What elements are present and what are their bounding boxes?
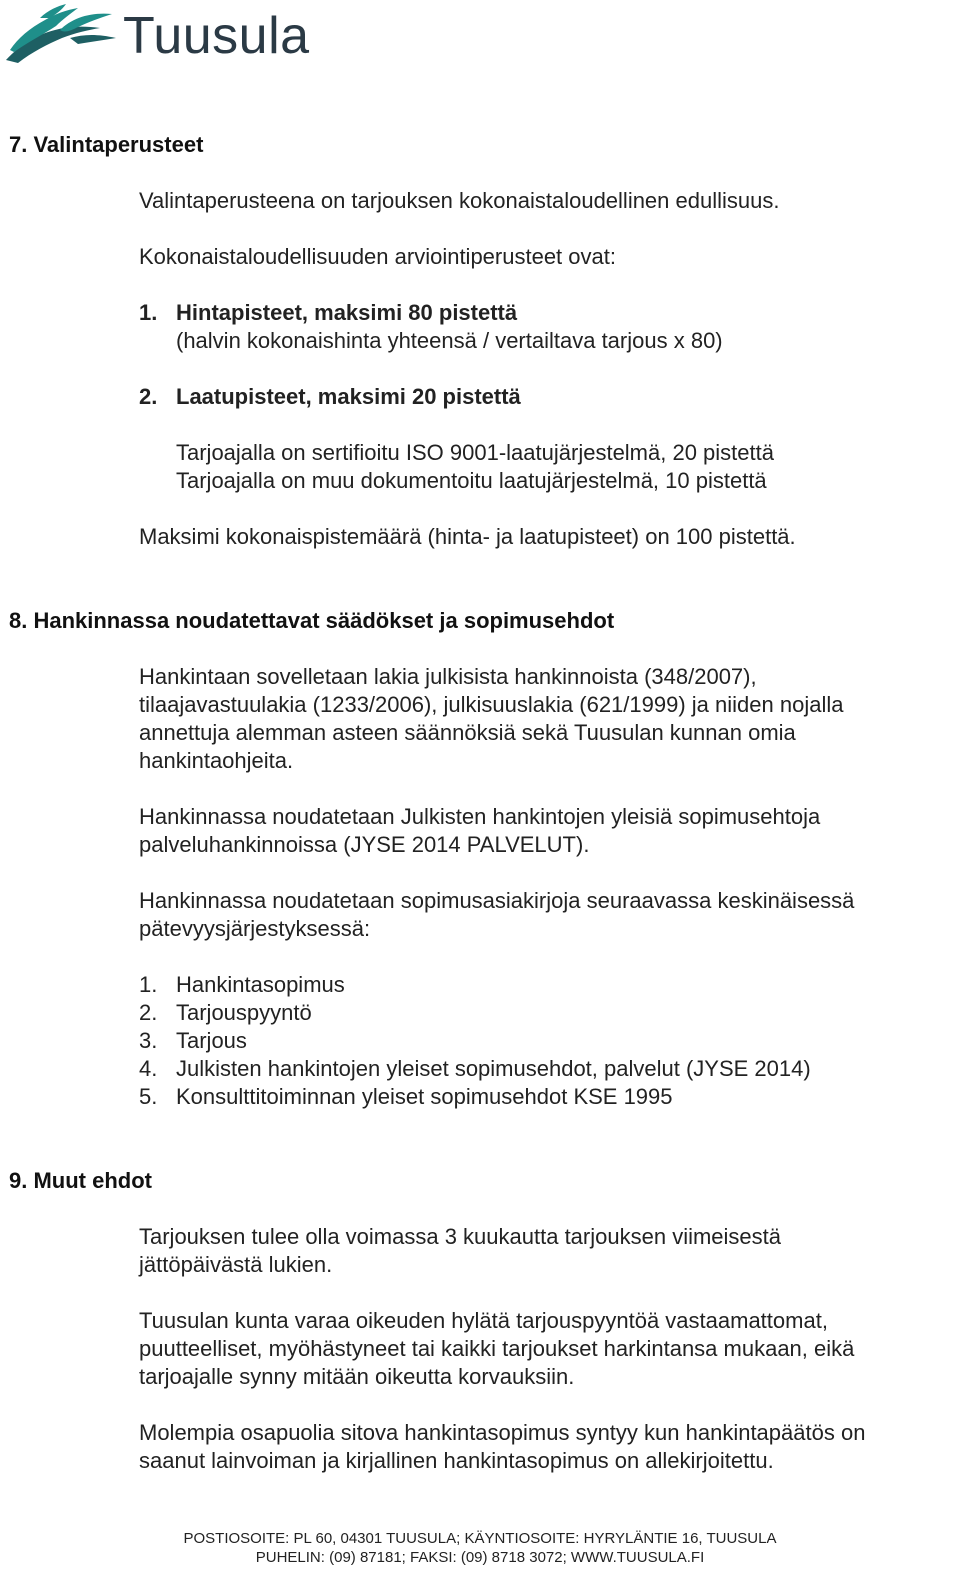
section-9-p1-line: Tarjouksen tulee olla voimassa 3 kuukautta tarjouksen viimeisestä (139, 1224, 781, 1249)
section-8-heading: 8. Hankinnassa noudatettavat säädökset ja sopimusehdot (9, 608, 615, 633)
section-8-p1-line: annettuja alemman asteen säännöksiä sekä Tuusulan kunnan omia (139, 720, 796, 745)
section-8-p3-line: Hankinnassa noudatetaan sopimusasiakirjoja seuraavassa keskinäisessä (139, 888, 855, 913)
footer-contact: PUHELIN: (09) 87181; FAKSI: (09) 8718 3072; WWW.TUUSULA.FI (255, 1549, 705, 1566)
section-8-p2-line: Hankinnassa noudatetaan Julkisten hankintojen yleisiä sopimusehtoja (139, 804, 821, 829)
document-list-number: 3. (139, 1028, 158, 1053)
document-list-number: 5. (139, 1084, 158, 1109)
section-9-p2-line: tarjoajalle synny mitään oikeutta korvauksiin. (139, 1364, 575, 1389)
criteria-2-line-2: Tarjoajalla on muu dokumentoitu laatujärjestelmä, 10 pistettä (176, 468, 767, 493)
section-7-paragraph-1: Valintaperusteena on tarjouksen kokonaistaloudellinen edullisuus. (139, 188, 780, 213)
section-7-heading: 7. Valintaperusteet (9, 132, 204, 157)
section-8-p1-line: tilaajavastuulakia (1233/2006), julkisuuslakia (621/1999) ja niiden nojalla (139, 692, 844, 717)
section-8-p1-line: Hankintaan sovelletaan lakia julkisista hankinnoista (348/2007), (139, 664, 757, 689)
logo-wordmark: Tuusula (123, 7, 310, 65)
criteria-1-description: (halvin kokonaishinta yhteensä / vertailtava tarjous x 80) (176, 328, 723, 353)
document-list-item: Konsulttitoiminnan yleiset sopimusehdot KSE 1995 (176, 1084, 673, 1109)
document-list-item: Tarjouspyyntö (176, 1000, 312, 1025)
section-9-p3-line: Molempia osapuolia sitova hankintasopimus syntyy kun hankintapäätös on (139, 1420, 866, 1445)
section-8-p2-line: palveluhankinnoissa (JYSE 2014 PALVELUT). (139, 832, 590, 857)
criteria-1-title: Hintapisteet, maksimi 80 pistettä (176, 300, 518, 325)
document-list-number: 1. (139, 972, 158, 997)
document-list-number: 2. (139, 1000, 158, 1025)
section-7-paragraph-2: Kokonaistaloudellisuuden arviointiperusteet ovat: (139, 244, 616, 269)
document-list-item: Hankintasopimus (176, 972, 345, 997)
footer-address: POSTIOSOITE: PL 60, 04301 TUUSULA; KÄYNTIOSOITE: HYRYLÄNTIE 16, TUUSULA (183, 1530, 777, 1547)
section-9-p3-line: saanut lainvoiman ja kirjallinen hankintasopimus on allekirjoitettu. (139, 1448, 774, 1473)
section-8-p3-line: pätevyysjärjestyksessä: (139, 916, 371, 941)
section-8-p1-line: hankintaohjeita. (139, 748, 294, 773)
leaf-logo-icon (0, 0, 125, 72)
max-points-text: Maksimi kokonaispistemäärä (hinta- ja laatupisteet) on 100 pistettä. (139, 524, 796, 549)
document-list-item: Tarjous (176, 1028, 247, 1053)
section-9-p2-line: puutteelliset, myöhästyneet tai kaikki tarjoukset harkintansa mukaan, eikä (139, 1336, 855, 1361)
criteria-1-number: 1. (139, 300, 158, 325)
document-list-item: Julkisten hankintojen yleiset sopimusehdot, palvelut (JYSE 2014) (176, 1056, 811, 1081)
criteria-2-title: Laatupisteet, maksimi 20 pistettä (176, 384, 521, 409)
section-9-heading: 9. Muut ehdot (9, 1168, 152, 1193)
section-9-p1-line: jättöpäivästä lukien. (139, 1252, 333, 1277)
document-list-number: 4. (139, 1056, 158, 1081)
section-9-p2-line: Tuusulan kunta varaa oikeuden hylätä tarjouspyyntöä vastaamattomat, (139, 1308, 828, 1333)
criteria-2-line-1: Tarjoajalla on sertifioitu ISO 9001-laatujärjestelmä, 20 pistettä (176, 440, 774, 465)
tuusula-logo (0, 0, 320, 72)
criteria-2-number: 2. (139, 384, 158, 409)
